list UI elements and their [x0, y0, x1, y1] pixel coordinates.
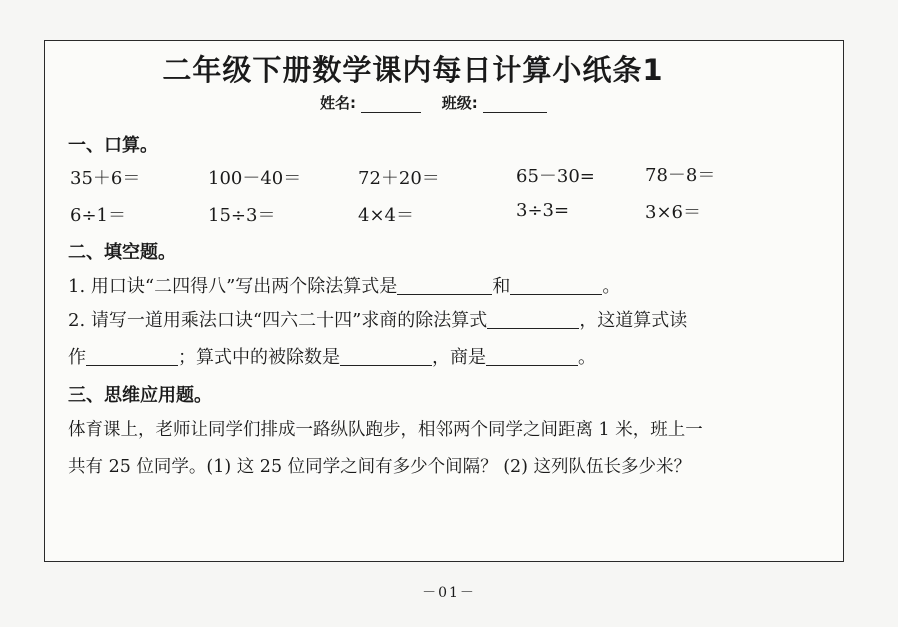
worksheet-border [44, 40, 844, 562]
oral-calc-item: 78－8＝ [645, 165, 716, 186]
oral-calc-item: 72＋20＝ [358, 168, 440, 189]
oral-calc-item: 4×4＝ [358, 205, 414, 226]
name-class-row [320, 92, 547, 113]
question-text: 。 [578, 347, 596, 368]
name-blank[interactable] [361, 98, 421, 113]
name-label: 姓名: [320, 94, 356, 112]
answer-blank[interactable] [86, 347, 178, 366]
section2-heading: 二、填空题。 [68, 242, 176, 263]
question-text: ，商是 [432, 347, 486, 368]
oral-calc-item: 100－40＝ [208, 168, 302, 189]
question-text: 2. 请写一道用乘法口诀“四六二十四”求商的除法算式 [68, 310, 488, 331]
answer-blank[interactable] [510, 276, 602, 295]
section3-heading: 三、思维应用题。 [68, 385, 212, 406]
fill-question-2-cont [68, 343, 596, 369]
question-text: 1. 用口诀“二四得八”写出两个除法算式是 [68, 276, 398, 297]
fill-question-1 [68, 272, 620, 298]
question-text: 作 [68, 347, 86, 368]
section1-heading: 一、口算。 [68, 135, 158, 156]
answer-blank[interactable] [486, 347, 578, 366]
answer-blank[interactable] [397, 276, 492, 295]
question-text: 和 [492, 276, 511, 297]
word-problem-line-2: 共有 25 位同学。(1) 这 25 位同学之间有多少个间隔？ (2) 这列队伍长多少米？ [68, 457, 692, 477]
oral-calc-item: 35＋6＝ [70, 168, 141, 189]
page-number: －01－ [422, 585, 476, 601]
oral-calc-item: 3÷3= [516, 200, 570, 221]
fill-question-2 [68, 306, 687, 332]
question-text: 。 [602, 276, 621, 297]
word-problem-line-1: 体育课上，老师让同学们排成一路纵队跑步，相邻两个同学之间距离 1 米，班上一 [68, 420, 703, 440]
question-text: ，这道算式读 [579, 310, 688, 331]
answer-blank[interactable] [487, 310, 579, 329]
class-blank[interactable] [483, 98, 547, 113]
oral-calc-item: 6÷1＝ [70, 205, 126, 226]
question-text: ；算式中的被除数是 [178, 347, 340, 368]
worksheet-title: 二年级下册数学课内每日计算小纸条1 [162, 53, 664, 87]
oral-calc-item: 65－30= [516, 166, 595, 187]
oral-calc-item: 15÷3＝ [208, 205, 276, 226]
oral-calc-item: 3×6＝ [645, 202, 701, 223]
class-label: 班级: [441, 94, 478, 112]
answer-blank[interactable] [340, 347, 432, 366]
